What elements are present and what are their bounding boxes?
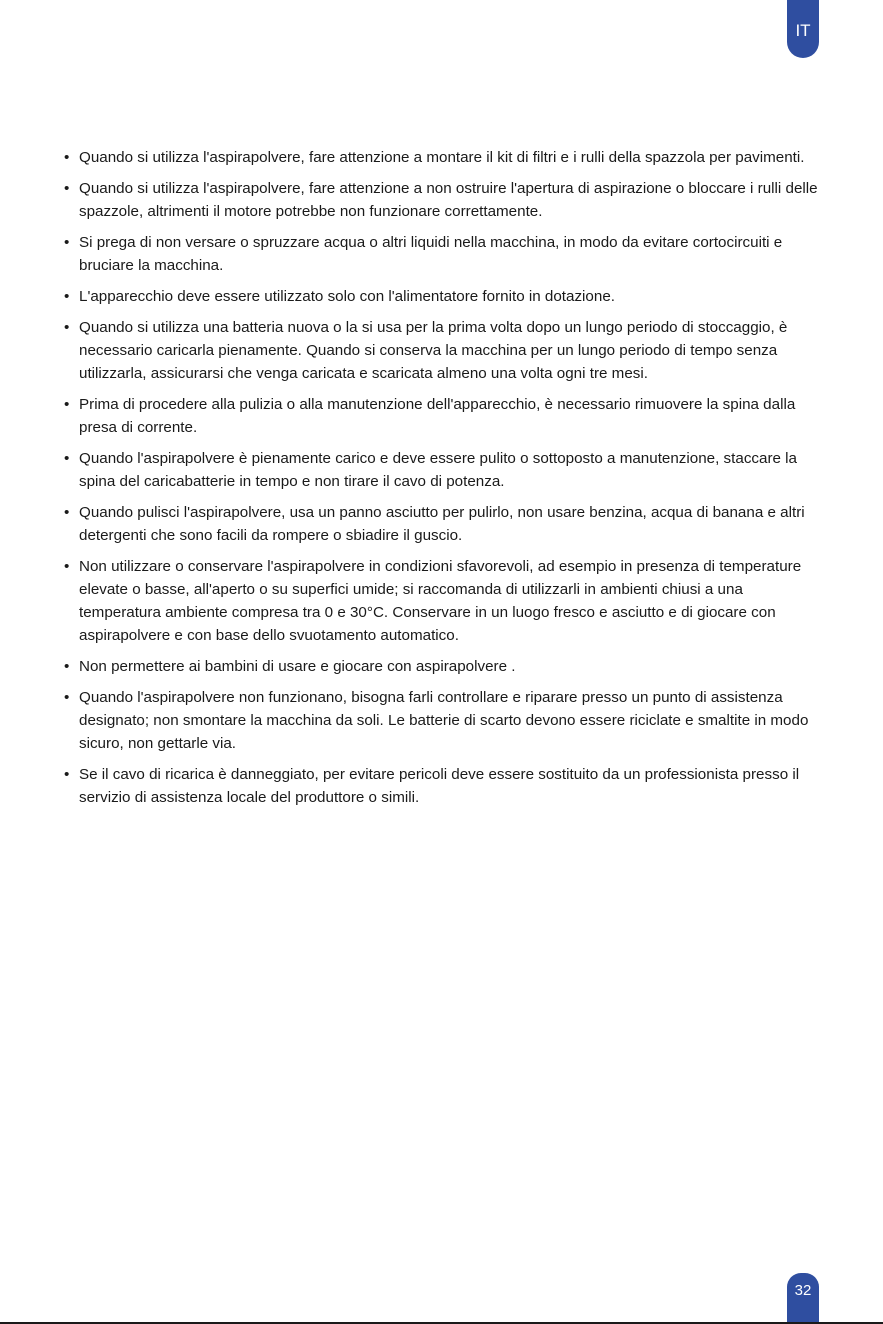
- warning-text: Non utilizzare o conservare l'aspirapolvere in condizioni sfavorevoli, ad esempio in presenza di temperature elevate o basse, all'aperto o su superfici umide; si raccomanda di utilizzarli in ambienti chiusi a una temperatura ambiente compresa tra 0 e 30°C. Conservare in un luogo fresco e asciutto e di giocare con aspirapolvere e con base dello svuotamento automatico.: [79, 558, 802, 644]
- warning-text: Prima di procedere alla pulizia o alla manutenzione dell'apparecchio, è necessario rimuovere la spina dalla presa di corrente.: [79, 396, 796, 436]
- bullet: •: [64, 319, 70, 336]
- warning-text: L'apparecchio deve essere utilizzato solo con l'alimentatore fornito in dotazione.: [79, 288, 615, 305]
- warning-item: [62, 231, 822, 277]
- warning-text: Quando si utilizza l'aspirapolvere, fare attenzione a non ostruire l'apertura di aspirazione o bloccare i rulli delle spazzole, altrimenti il motore potrebbe non funzionare correttamente.: [79, 180, 818, 220]
- bullet: •: [64, 689, 70, 706]
- bullet: •: [64, 234, 70, 251]
- warning-item: [62, 316, 822, 385]
- bullet: •: [64, 396, 70, 413]
- bullet: •: [64, 504, 70, 521]
- bullet: •: [64, 149, 70, 166]
- warning-item: [62, 501, 822, 547]
- warning-text: Quando l'aspirapolvere non funzionano, bisogna farli controllare e riparare presso un punto di assistenza designato; non smontare la macchina da soli. Le batterie di scarto devono essere riciclate e smaltite in modo sicuro, non gettarle via.: [79, 689, 809, 752]
- warning-text: Quando pulisci l'aspirapolvere, usa un panno asciutto per pulirlo, non usare benzina, acqua di banana e altri detergenti che sono facili da rompere o sbiadire il guscio.: [79, 504, 805, 544]
- page-number: 32: [794, 1282, 812, 1299]
- warning-item: [62, 146, 822, 169]
- bullet: •: [64, 558, 70, 575]
- warning-text: Non permettere ai bambini di usare e giocare con aspirapolvere .: [79, 658, 516, 675]
- warning-text: Quando si utilizza l'aspirapolvere, fare attenzione a montare il kit di filtri e i rulli della spazzola per pavimenti.: [79, 149, 805, 166]
- bullet: •: [64, 450, 70, 467]
- warning-text: Se il cavo di ricarica è danneggiato, per evitare pericoli deve essere sostituito da un professionista presso il servizio di assistenza locale del produttore o simili.: [79, 766, 800, 806]
- language-tab-label: IT: [795, 21, 811, 40]
- warning-item: [62, 393, 822, 439]
- warning-text: Quando l'aspirapolvere è pienamente carico e deve essere pulito o sottoposto a manutenzione, staccare la spina del caricabatterie in tempo e non tirare il cavo di potenza.: [79, 450, 797, 490]
- warning-item: [62, 655, 822, 678]
- page-number-tab: [787, 1273, 819, 1324]
- bullet: •: [64, 658, 70, 675]
- language-tab: [787, 0, 819, 58]
- bullet: •: [64, 180, 70, 197]
- warning-item: [62, 686, 822, 755]
- warning-item: [62, 177, 822, 223]
- warning-item: [62, 447, 822, 493]
- warning-text: Si prega di non versare o spruzzare acqua o altri liquidi nella macchina, in modo da evitare cortocircuiti e bruciare la macchina.: [79, 234, 783, 274]
- warning-item: [62, 555, 822, 647]
- warning-item: [62, 763, 822, 809]
- warning-item: [62, 285, 822, 308]
- bullet: •: [64, 766, 70, 783]
- safety-warnings-list: [62, 146, 822, 817]
- bullet: •: [64, 288, 70, 305]
- warning-text: Quando si utilizza una batteria nuova o la si usa per la prima volta dopo un lungo periodo di stoccaggio, è necessario caricarla pienamente. Quando si conserva la macchina per un lungo periodo di tempo senza utilizzarla, assicurarsi che venga caricata e scaricata almeno una volta ogni tre mesi.: [79, 319, 788, 382]
